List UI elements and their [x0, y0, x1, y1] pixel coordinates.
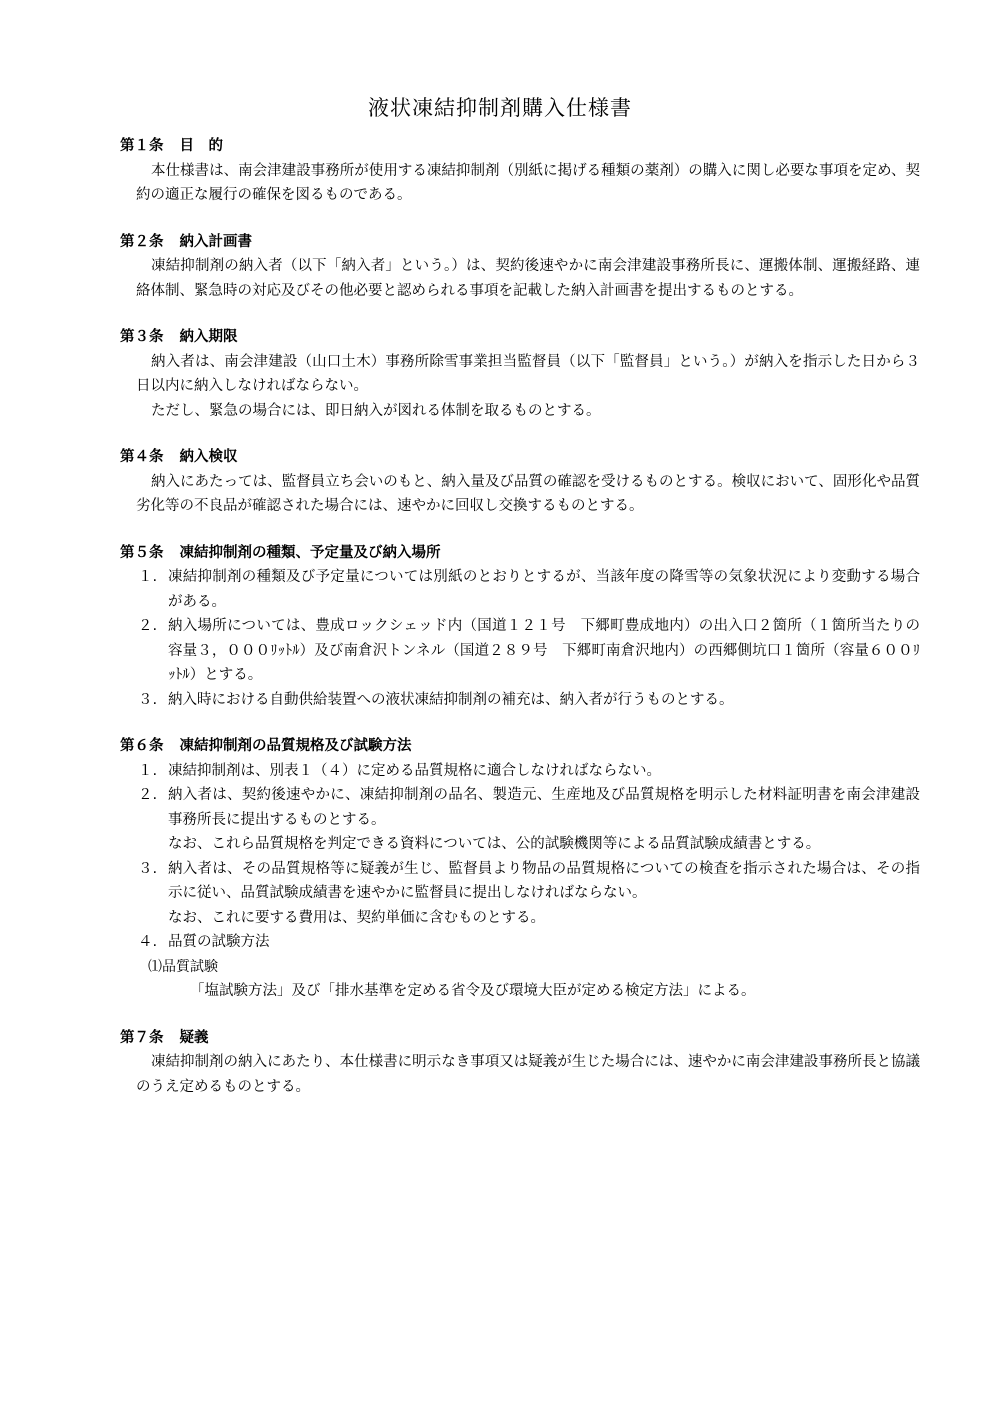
item-note: なお、これら品質規格を判定できる資料については、公的試験機関等による品質試験成績書とする。 — [168, 836, 821, 852]
item-text: 凍結抑制剤の種類及び予定量については別紙のとおりとするが、当該年度の降雪等の気象状況により変動する場合がある。 — [168, 569, 920, 610]
item-number: ３. — [138, 860, 158, 877]
article-title: 納入検収 — [179, 449, 238, 465]
item-text: 納入時における自動供給装置への液状凍結抑制剤の補充は、納入者が行うものとする。 — [168, 691, 734, 708]
sub-item-text: 「塩試験方法」及び「排水基準を定める省令及び環境大臣が定める検定方法」による。 — [190, 983, 756, 999]
article-heading — [120, 1026, 920, 1051]
article-number: 第３条 — [120, 329, 164, 345]
article-4 — [120, 445, 920, 519]
article-paragraph: 納入者は、南会津建設（山口土木）事務所除雪事業担当監督員（以下「監督員」という。）が納入を指示した日から３日以内に納入しなければならない。 — [136, 353, 920, 394]
article-heading — [120, 445, 920, 470]
article-2 — [120, 230, 920, 304]
article-number: 第４条 — [120, 449, 164, 465]
item-number: ４. — [138, 934, 158, 950]
item-text: 品質の試験方法 — [168, 934, 270, 950]
article-title: 凍結抑制剤の品質規格及び試験方法 — [179, 738, 412, 754]
article-paragraph: 凍結抑制剤の納入にあたり、本仕様書に明示なき事項又は疑義が生じた場合には、速やかに南会津建設事務所長と協議のうえ定めるものとする。 — [136, 1054, 920, 1095]
article-number: 第１条 — [120, 138, 164, 154]
list-item — [120, 614, 920, 688]
item-number: ３. — [138, 691, 158, 708]
article-item-list — [120, 565, 920, 712]
document-title: 液状凍結抑制剤購入仕様書 — [368, 96, 632, 120]
article-6 — [120, 734, 920, 1004]
item-number: ２. — [138, 787, 158, 803]
article-heading — [120, 230, 920, 255]
article-title: 納入計画書 — [179, 233, 252, 250]
article-5 — [120, 541, 920, 713]
item-note: なお、これに要する費用は、契約単価に含むものとする。 — [168, 909, 545, 926]
article-title: 納入期限 — [179, 329, 238, 345]
item-number: １. — [138, 762, 158, 779]
article-7 — [120, 1026, 920, 1100]
article-paragraph: 凍結抑制剤の納入者（以下「納入者」という。）は、契約後速やかに南会津建設事務所長に、運搬体制、運搬経路、連絡体制、緊急時の対応及びその他必要と認められる事項を記載した納入計画書を提出するものとする。 — [136, 258, 920, 299]
article-3 — [120, 325, 920, 423]
list-item — [120, 857, 920, 931]
item-number: １. — [138, 569, 158, 585]
list-item — [120, 783, 920, 857]
item-text: 納入者は、契約後速やかに、凍結抑制剤の品名、製造元、生産地及び品質規格を明示した材料証明書を南会津建設事務所長に提出するものとする。 — [168, 787, 920, 828]
article-heading — [120, 134, 920, 159]
article-title: 凍結抑制剤の種類、予定量及び納入場所 — [179, 544, 441, 561]
article-heading — [120, 734, 920, 759]
article-title: 疑義 — [179, 1029, 209, 1046]
item-text: 凍結抑制剤は、別表１（４）に定める品質規格に適合しなければならない。 — [168, 762, 661, 779]
item-text: 納入場所については、豊成ロックシェッド内（国道１２１号 下郷町豊成地内）の出入口２箇所（１箇所当たりの容量３，０００ﾘｯﾄﾙ）及び南倉沢トンネル（国道２８９号 下郷町南倉沢地内）の西郷側坑口１箇所（容量６００ﾘｯﾄﾙ）とする。 — [168, 618, 920, 683]
article-heading — [120, 541, 920, 566]
item-text: 納入者は、その品質規格等に疑義が生じ、監督員より物品の品質規格についての検査を指示された場合は、その指示に従い、品質試験成績書を速やかに監督員に提出しなければならない。 — [168, 860, 920, 901]
article-paragraph: ただし、緊急の場合には、即日納入が図れる体制を取るものとする。 — [151, 402, 601, 419]
article-paragraph: 納入にあたっては、監督員立ち会いのもと、納入量及び品質の確認を受けるものとする。検収において、固形化や品質劣化等の不良品が確認された場合には、速やかに回収し交換するものとする。 — [136, 473, 920, 514]
sub-item-heading: ⑴品質試験 — [148, 958, 218, 975]
document-body — [120, 134, 920, 1121]
article-number: 第２条 — [120, 233, 164, 250]
article-item-list — [120, 759, 920, 955]
article-paragraph: 本仕様書は、南会津建設事務所が使用する凍結抑制剤（別紙に掲げる種類の薬剤）の購入に関し必要な事項を定め、契約の適正な履行の確保を図るものである。 — [136, 162, 920, 203]
list-item — [120, 565, 920, 614]
article-heading — [120, 325, 920, 350]
article-number: 第５条 — [120, 544, 164, 561]
article-number: 第６条 — [120, 738, 164, 754]
item-number: ２. — [138, 618, 158, 634]
article-title: 目 的 — [179, 138, 223, 154]
list-item — [120, 688, 920, 713]
article-number: 第７条 — [120, 1029, 164, 1046]
article-1 — [120, 134, 920, 208]
list-item — [120, 930, 920, 955]
list-item — [120, 759, 920, 784]
